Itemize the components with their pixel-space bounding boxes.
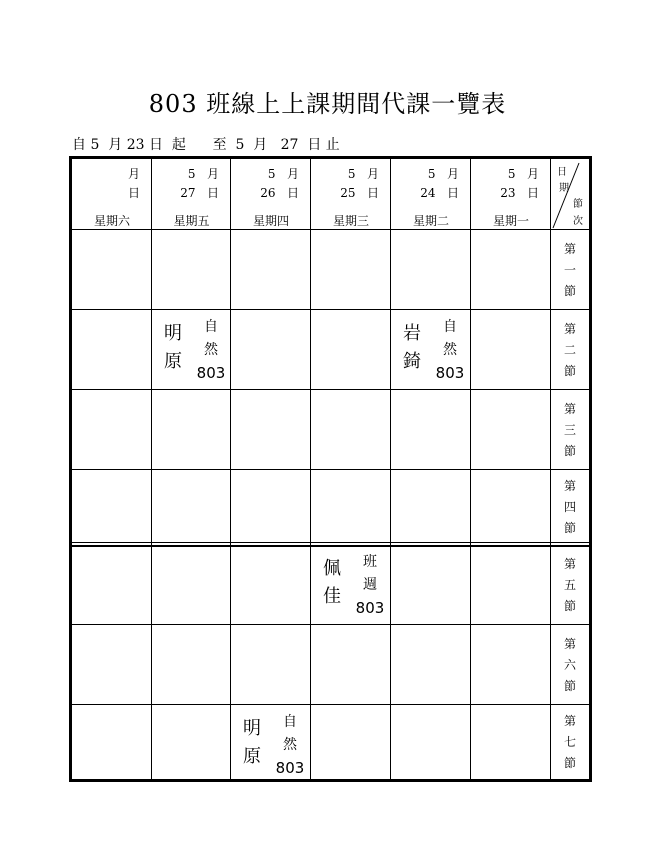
day-header-date [340,165,379,203]
weekday-label: 星期二 [412,214,449,228]
day-unit: 日 [355,186,379,200]
period-label [551,399,589,462]
day-unit: 日 [127,186,140,200]
weekday-label: 星期五 [173,214,210,228]
day-header-month [500,165,539,184]
subject-char: 然 [283,737,297,753]
period-label-char: 七 [563,734,576,749]
day-header [311,159,391,230]
day-header-day [340,184,379,203]
day-header-date [128,165,140,203]
substitute-entry [311,545,391,625]
weekday-label: 星期六 [93,214,130,228]
day-value: 25 [340,186,356,200]
day-value: 26 [260,186,276,200]
grid-row-line [72,469,589,470]
corner-date-label: 日 [557,167,567,178]
period-label-char: 節 [563,443,576,458]
subject-char: 自 [443,319,457,335]
period-label-char: 第 [563,479,576,493]
month-unit: 月 [275,167,299,181]
teacher-name [241,715,263,771]
period-label-char: 第 [563,321,576,336]
teacher-name-char: 原 [243,746,261,767]
period-label-char: 第 [563,241,576,256]
period-label-char: 三 [563,422,576,437]
day-header-day [420,184,459,203]
period-label-char: 第 [563,556,576,571]
month-unit: 月 [195,167,219,181]
weekday-label: 星期四 [252,214,289,228]
class-number: 803 [275,759,305,777]
period-label-char: 節 [563,598,576,613]
day-unit: 日 [435,186,459,200]
subject-block [431,316,469,385]
month-value: 5 [507,167,516,181]
teacher-name-char: 佩 [323,558,341,579]
subject-char: 自 [283,714,297,730]
subject-char: 班 [363,554,377,570]
period-label-char: 四 [563,500,576,514]
day-header [231,159,311,230]
teacher-name [321,555,343,611]
period-label-char: 二 [563,342,576,357]
subject-block [271,711,309,780]
month-unit: 月 [435,167,459,181]
day-header-month [128,165,140,184]
teacher-name-char: 岩 [403,323,421,344]
day-header-date [180,165,219,203]
day-header-date [260,165,299,203]
period-label-char: 節 [563,283,576,298]
month-value: 5 [267,167,276,181]
period-label-char: 節 [563,363,576,378]
corner-date-label-2: 期 [559,183,569,194]
substitute-schedule-table [69,156,592,782]
class-number: 803 [435,364,465,382]
subject-char: 然 [443,342,457,358]
day-header-day [180,184,219,203]
month-value: 5 [187,167,196,181]
weekday-label: 星期三 [332,214,369,228]
class-number: 803 [196,364,226,382]
day-header-day [260,184,299,203]
teacher-name-char: 錡 [403,351,421,372]
grid-row-line [72,309,589,310]
period-label-char: 五 [563,577,576,592]
teacher-name-char: 原 [164,351,182,372]
day-header-month [420,165,459,184]
day-header-month [260,165,299,184]
day-header [152,159,231,230]
page-title: 803 班線上上課期間代課一覽表 [148,90,507,118]
subject-char: 然 [204,342,218,358]
corner-period-label: 節 [573,199,583,210]
date-range: 自 5 月 23 日 起 至 5 月 27 日 止 [72,137,340,153]
day-unit: 日 [515,186,539,200]
corner-header [551,159,589,230]
day-unit: 日 [195,186,219,200]
day-header-month [340,165,379,184]
day-header-day [128,184,140,203]
month-unit: 月 [355,167,379,181]
grid-row-line [72,389,589,390]
day-unit: 日 [275,186,299,200]
month-unit: 月 [515,167,539,181]
subject-block [351,551,389,620]
subject-block [192,316,230,385]
day-header [471,159,551,230]
substitute-entry [152,310,231,390]
period-label-char: 第 [563,636,576,651]
class-number: 803 [355,599,385,617]
teacher-name-char: 明 [164,323,182,344]
period-label-char: 第 [563,401,576,416]
period-label [551,634,589,697]
teacher-name-char: 明 [243,718,261,739]
day-value: 27 [180,186,196,200]
day-value: 24 [420,186,436,200]
corner-period-label-2: 次 [573,216,583,227]
teacher-name-char: 佳 [323,586,341,607]
weekday-label: 星期一 [492,214,529,228]
grid-row-line [72,542,589,543]
day-header-date [420,165,459,203]
period-label-char: 六 [563,657,576,672]
month-value: 5 [427,167,436,181]
month-value: 5 [347,167,356,181]
day-header-month [180,165,219,184]
substitute-entry [231,705,311,779]
subject-char: 週 [363,577,377,593]
subject-char: 自 [204,319,218,335]
day-header-date [500,165,539,203]
teacher-name [401,320,423,376]
period-label-char: 一 [563,262,576,277]
period-label-char: 第 [563,713,576,728]
period-label [551,711,589,774]
period-label-char: 節 [563,521,576,535]
substitute-entry [391,310,471,390]
period-label [551,554,589,617]
period-label-char: 節 [563,755,576,770]
grid-row-line [72,704,589,705]
month-unit: 月 [127,167,140,181]
day-header [391,159,471,230]
teacher-name [162,320,184,376]
period-label [551,239,589,302]
period-label-char: 節 [563,678,576,693]
day-header [72,159,152,230]
period-label [551,476,589,539]
period-label [551,319,589,382]
day-header-day [500,184,539,203]
day-value: 23 [500,186,516,200]
